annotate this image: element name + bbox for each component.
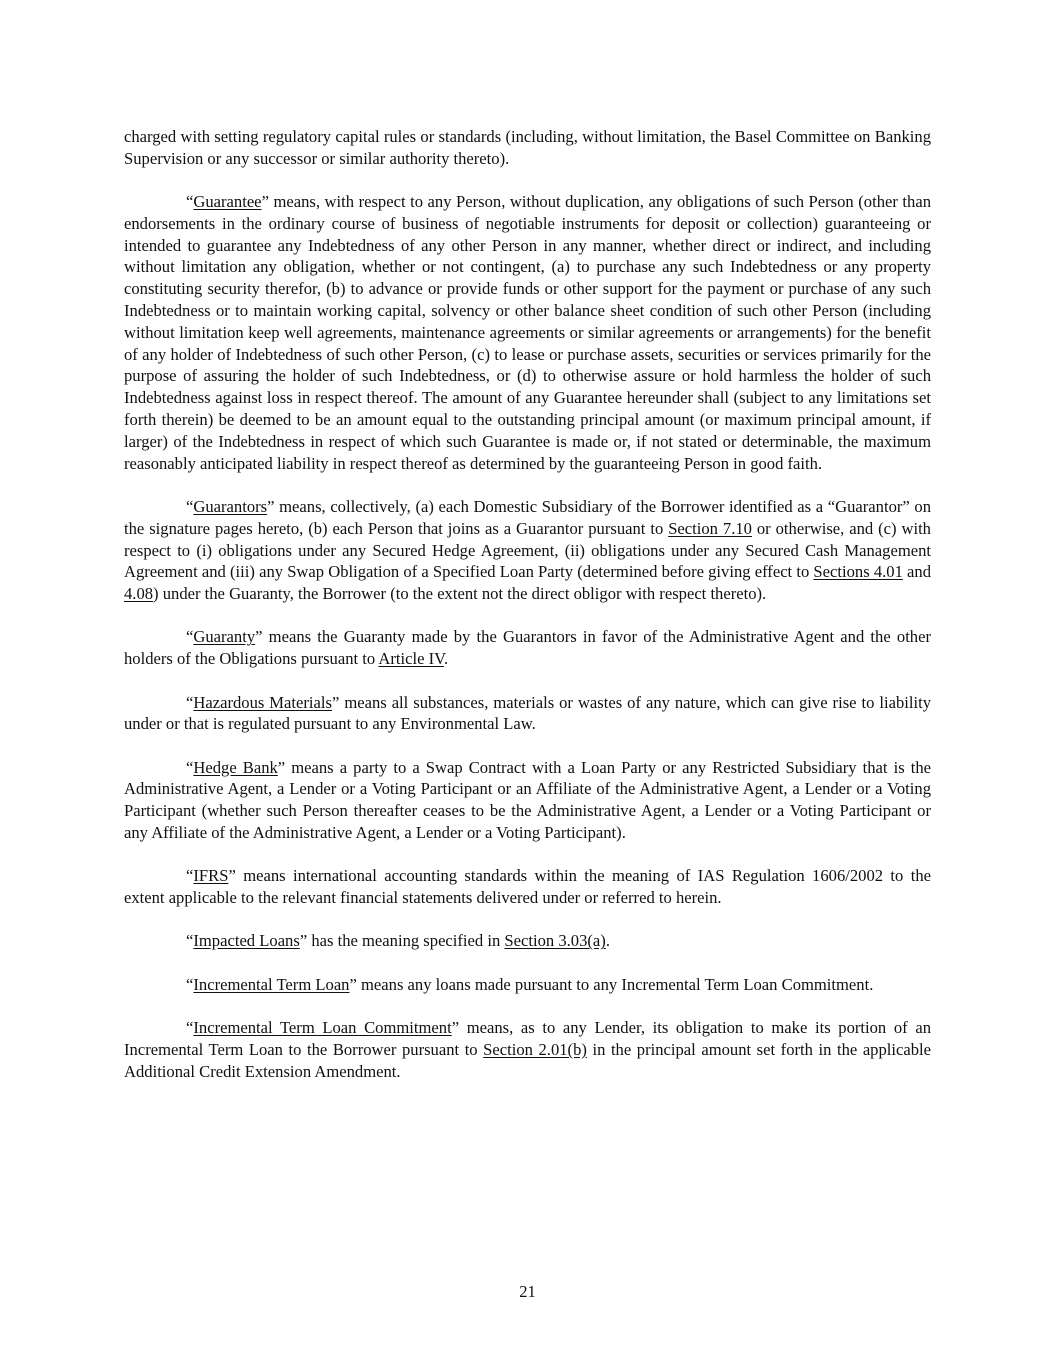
definition-paragraph: “Hazardous Materials” means all substances, materials or wastes of any nature, which can give rise to liability under or that is regulated pursuant to any Environmental Law. xyxy=(124,692,931,734)
definition-text: . xyxy=(605,931,610,951)
definition-text: or otherwise, and (c) with respect to (i) obligations under any Secured Hedge Agreement, (ii) obligations under any Secured Cash Management Agreement and (iii) any Swap Obligation of a Specified Loan Party (determined before giving effect to xyxy=(124,518,931,582)
definition-text: means a party to a Swap Contract with a Loan Party or any Restricted Subsidiary that is the Administrative Agent, a Lender or a Voting Participant or an Affiliate of the Administrative Agent, a Lender or a Voting Participant (whether such Person thereafter ceases to be the Administrative Agent, a Lender or a Voting Participant or any Affiliate of the Administrative Agent, a Lender or a Voting Participant). xyxy=(124,757,932,843)
definition-text: means international accounting standards within the meaning of IAS Regulation 1606/2002 to the extent applicable to the relevant financial statements delivered under or referred to herein. xyxy=(124,866,931,908)
definition-paragraph: “Impacted Loans” has the meaning specified in Section 3.03(a). xyxy=(186,931,610,951)
defined-term: Guaranty xyxy=(193,627,256,647)
definition-paragraph: “IFRS” means international accounting standards within the meaning of IAS Regulation 1606/2002 to the extent applicable to the relevant financial statements delivered under or referred to herein. xyxy=(124,866,931,908)
defined-term: IFRS xyxy=(193,866,229,886)
definition-text: in the principal amount set forth in the applicable Additional Credit Extension Amendment. xyxy=(124,1039,931,1081)
cross-reference: Sections 4.01 xyxy=(813,562,903,582)
definitions-list xyxy=(124,191,931,1082)
defined-term: Hedge Bank xyxy=(193,757,278,777)
definition-text: . xyxy=(444,649,449,669)
defined-term: Guarantors xyxy=(193,496,268,516)
definition-paragraph: “Guarantee” means, with respect to any Person, without duplication, any obligations of such Person (other than endorsements in the ordinary course of business of negotiable instruments for deposit or collection) guaranteeing or intended to guarantee any Indebtedness of any other Person in any manner, whether direct or indirect, and including without limitation any obligation, whether or not contingent, (a) to purchase any such Indebtedness or any property constituting security therefor, (b) to advance or provide funds or other support for the payment or purchase of any such Indebtedness or to maintain working capital, solvency or other balance sheet condition of such other Person (including without limitation keep well agreements, maintenance agreements or similar agreements or arrangements) for the benefit of any holder of Indebtedness of such other Person, (c) to lease or purchase assets, securities or services primarily for the purpose of assuring the holder of such Indebtedness, or (d) to otherwise assure or hold harmless the holder of such Indebtedness against loss in respect thereof. The amount of any Guarantee hereunder shall (subject to any limitations set forth therein) be deemed to be an amount equal to the outstanding principal amount (or maximum principal amount, if larger) of the Indebtedness in respect of which such Guarantee is made or, if not stated or determinable, the maximum reasonably anticipated liability in respect thereof as determined by the guaranteeing Person in good faith. xyxy=(124,192,931,473)
definition-text: means, as to any Lender, its obligation to make its portion of an Incremental Term Loan to the Borrower pursuant to xyxy=(124,1018,931,1059)
document-body xyxy=(124,126,931,1104)
definition-paragraph: “Hedge Bank” means a party to a Swap Contract with a Loan Party or any Restricted Subsidiary that is the Administrative Agent, a Lender or a Voting Participant or an Affiliate of the Administrative Agent, a Lender or a Voting Participant (whether such Person thereafter ceases to be the Administrative Agent, a Lender or a Voting Participant or any Affiliate of the Administrative Agent, a Lender or a Voting Participant). xyxy=(124,757,932,843)
definition-text: and xyxy=(902,562,932,582)
cross-reference: Section 7.10 xyxy=(668,518,752,538)
defined-term: Incremental Term Loan Commitment xyxy=(193,1018,452,1037)
definition-text: means, collectively, (a) each Domestic Subsidiary of the Borrower identified as a “Guarantor” on the signature pages hereto, (b) each Person that joins as a Guarantor pursuant to xyxy=(124,496,931,538)
definition-text: means the Guaranty made by the Guarantors in favor of the Administrative Agent and the other holders of the Obligations pursuant to xyxy=(124,627,931,669)
page-number: 21 xyxy=(519,1282,536,1301)
definition-paragraph: “Guarantors” means, collectively, (a) each Domestic Subsidiary of the Borrower identified as a “Guarantor” on the signature pages hereto, (b) each Person that joins as a Guarantor pursuant to Section 7.10 or otherwise, and (c) with respect to (i) obligations under any Secured Hedge Agreement, (ii) obligations under any Secured Cash Management Agreement and (iii) any Swap Obligation of a Specified Loan Party (determined before giving effect to Sections 4.01 and 4.08) under the Guaranty, the Borrower (to the extent not the direct obligor with respect thereto). xyxy=(124,496,932,604)
cross-reference: Section 3.03(a) xyxy=(504,931,606,951)
definition-text: means, with respect to any Person, without duplication, any obligations of such Person (other than endorsements in the ordinary course of business of negotiable instruments for deposit or collection) guaranteeing or intended to guarantee any Indebtedness of any other Person in any manner, whether direct or indirect, and including without limitation any obligation, whether or not contingent, (a) to purchase any such Indebtedness or any property constituting security therefor, (b) to advance or provide funds or other support for the payment or purchase of any such Indebtedness or to maintain working capital, solvency or other balance sheet condition of such other Person (including without limitation keep well agreements, maintenance agreements or similar agreements or arrangements) for the benefit of any holder of Indebtedness of such other Person, (c) to lease or purchase assets, securities or services primarily for the purpose of assuring the holder of such Indebtedness, or (d) to otherwise assure or hold harmless the holder of such Indebtedness against loss in respect thereof. The amount of any Guarantee hereunder shall (subject to any limitations set forth therein) be deemed to be an amount equal to the outstanding principal amount (or maximum principal amount, if larger) of the Indebtedness in respect of which such Guarantee is made or, if not stated or determinable, the maximum reasonably anticipated liability in respect thereof as determined by the guaranteeing Person in good faith. xyxy=(124,192,931,473)
defined-term: Impacted Loans xyxy=(193,931,300,951)
definition-paragraph: “Guaranty” means the Guaranty made by the Guarantors in favor of the Administrative Agent and the other holders of the Obligations pursuant to Article IV. xyxy=(124,627,931,669)
defined-term: Guarantee xyxy=(193,192,262,212)
cross-reference: 4.08 xyxy=(124,584,154,604)
definition-paragraph: “Incremental Term Loan Commitment” means, as to any Lender, its obligation to make its portion of an Incremental Term Loan to the Borrower pursuant to Section 2.01(b) in the principal amount set forth in the applicable Additional Credit Extension Amendment. xyxy=(124,1018,931,1081)
definition-text: means all substances, materials or wastes of any nature, which can give rise to liability under or that is regulated pursuant to any Environmental Law. xyxy=(124,692,931,734)
cross-reference: Section 2.01(b) xyxy=(483,1039,587,1059)
definition-text: means any loans made pursuant to any Incremental Term Loan Commitment. xyxy=(356,974,874,994)
defined-term: Hazardous Materials xyxy=(193,692,332,712)
defined-term: Incremental Term Loan xyxy=(193,974,350,994)
continuation-paragraph: charged with setting regulatory capital rules or standards (including, without limitation, the Basel Committee on Banking Supervision or any successor or similar authority thereto). xyxy=(124,127,931,168)
definition-paragraph: “Incremental Term Loan” means any loans made pursuant to any Incremental Term Loan Commitment. xyxy=(186,974,874,994)
definition-text: ) under the Guaranty, the Borrower (to the extent not the direct obligor with respect thereto). xyxy=(153,584,767,604)
definition-text: has the meaning specified in xyxy=(307,931,505,951)
cross-reference: Article IV xyxy=(378,649,445,669)
